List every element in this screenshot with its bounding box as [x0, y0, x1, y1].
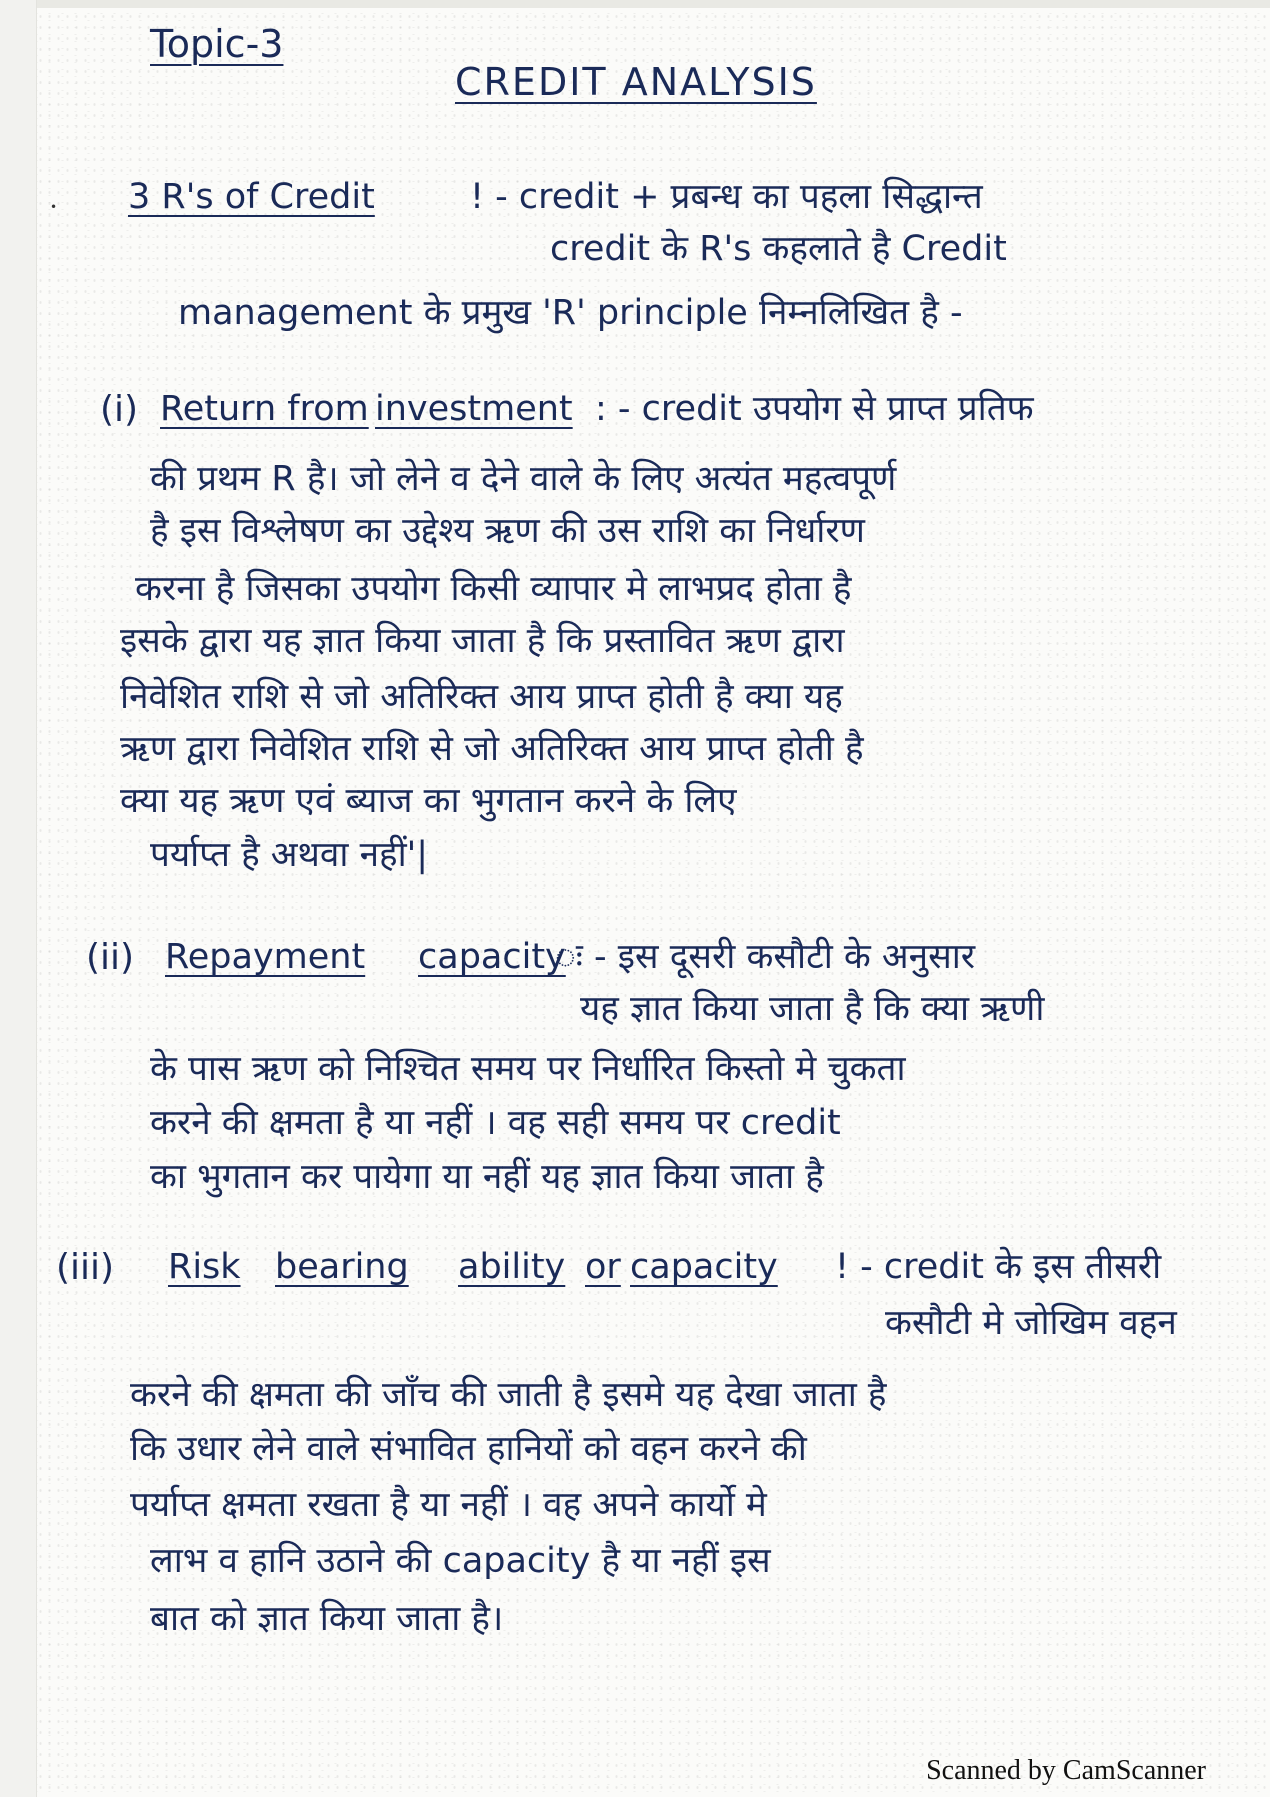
heading-line-3: management के प्रमुख 'R' principle निम्नलिखित है -: [178, 293, 963, 333]
item-1-number: (i): [100, 389, 139, 430]
item-3-line-6: बात को ज्ञात किया जाता है।: [150, 1599, 504, 1639]
item-3-title-part-1: Risk: [168, 1247, 241, 1287]
item-3-line-2: करने की क्षमता की जाँच की जाती है इसमे यह देखा जाता है: [130, 1375, 887, 1415]
item-1-line-8: पर्याप्त है अथवा नहीं'|: [150, 835, 429, 875]
scan-top-edge: [0, 0, 1270, 8]
item-1-line-2: है इस विश्लेषण का उद्देश्य ऋण की उस राशि का निर्धारण: [150, 511, 865, 551]
scanner-watermark: Scanned by CamScanner: [926, 1755, 1206, 1786]
item-3-line-3: कि उधार लेने वाले संभावित हानियों को वहन करने की: [130, 1429, 807, 1469]
item-1-title-part-2: investment: [375, 389, 573, 429]
item-2-title-part-1: Repayment: [165, 937, 366, 977]
scan-left-edge: [0, 0, 37, 1797]
topic-label: Topic-3: [150, 22, 284, 66]
item-2-line-4: का भुगतान कर पायेगा या नहीं यह ज्ञात किया जाता है: [150, 1157, 824, 1197]
item-3-lead: ! - credit के इस तीसरी: [835, 1247, 1162, 1287]
item-3-title-part-5: capacity: [630, 1247, 778, 1287]
item-1-line-6: ऋण द्वारा निवेशित राशि से जो अतिरिक्त आय प्राप्त होती है: [120, 729, 864, 769]
item-1-line-3: करना है जिसका उपयोग किसी व्यापार मे लाभप्रद होता है: [135, 569, 852, 609]
item-1-line-5: निवेशित राशि से जो अतिरिक्त आय प्राप्त होती है क्या यह: [120, 677, 843, 717]
item-3-line-5: लाभ व हानि उठाने की capacity है या नहीं इस: [150, 1541, 771, 1581]
item-3-line-1: कसौटी मे जोखिम वहन: [885, 1303, 1177, 1343]
item-2-line-1: यह ज्ञात किया जाता है कि क्या ऋणी: [580, 989, 1045, 1029]
item-1-lead: : - credit उपयोग से प्राप्त प्रतिफ: [595, 389, 1034, 429]
heading-line-2: credit के R's कहलाते है Credit: [550, 229, 1007, 269]
item-3-title-part-4: or: [585, 1247, 621, 1287]
item-1-line-7: क्या यह ऋण एवं ब्याज का भुगतान करने के लिए: [120, 781, 737, 821]
item-1-line-4: इसके द्वारा यह ज्ञात किया जाता है कि प्रस्तावित ऋण द्वारा: [120, 621, 845, 661]
item-3-line-4: पर्याप्त क्षमता रखता है या नहीं । वह अपने कार्यो मे: [130, 1485, 767, 1525]
page-title: CREDIT ANALYSIS: [455, 60, 817, 104]
item-2-line-3: करने की क्षमता है या नहीं । वह सही समय पर credit: [150, 1103, 841, 1143]
item-3-title-part-2: bearing: [275, 1247, 409, 1287]
bullet-dot: •: [50, 200, 58, 214]
section-heading: 3 R's of Credit: [128, 177, 375, 217]
item-1-title-part-1: Return from: [160, 389, 369, 429]
item-2-title-part-2: capacity: [418, 937, 566, 977]
item-2-number: (ii): [86, 937, 135, 978]
item-1-line-1: की प्रथम R है। जो लेने व देने वाले के लिए अत्यंत महत्वपूर्ण: [150, 459, 897, 499]
item-3-number: (iii): [56, 1247, 115, 1288]
heading-line-1: ! - credit + प्रबन्ध का पहला सिद्धान्त: [470, 177, 983, 217]
item-2-line-2: के पास ऋण को निश्चित समय पर निर्धारित किस्तो मे चुकता: [150, 1049, 906, 1089]
item-2-lead: ः - इस दूसरी कसौटी के अनुसार: [555, 937, 976, 977]
item-3-title-part-3: ability: [458, 1247, 566, 1287]
